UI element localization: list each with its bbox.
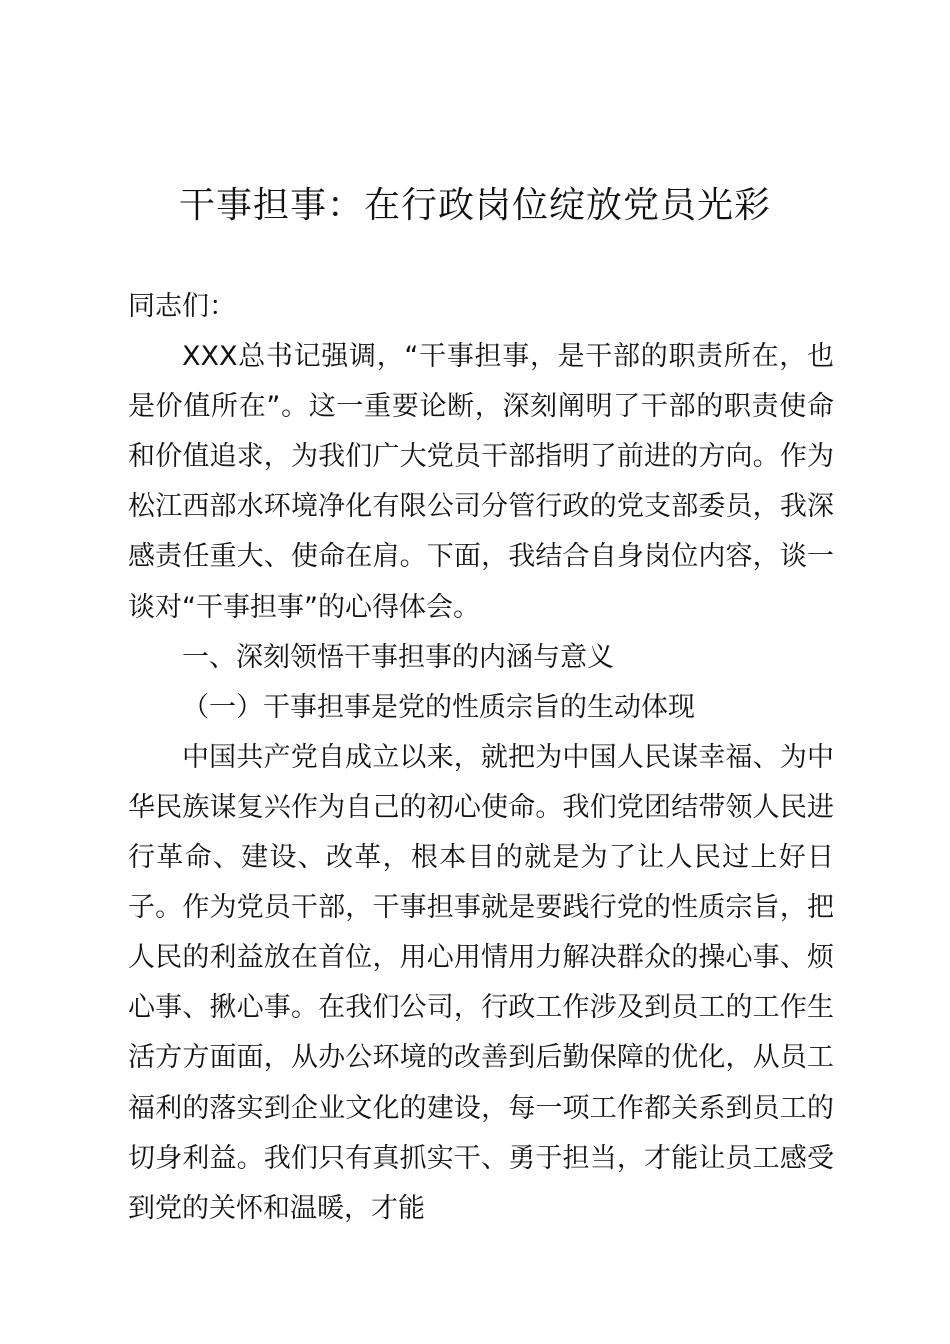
intro-paragraph: XXX总书记强调，“干事担事，是干部的职责所在，也是价值所在”。这一重要论断，深刻阐明了干部的职责使命和价值追求，为我们广大党员干部指明了前进的方向。作为松江西部水环境净化有限公司分管行政的党支部委员，我深感责任重大、使命在肩。下面，我结合自身岗位内容，谈一谈对“干事担事”的心得体会。	[128, 341, 834, 623]
section-heading: 一、深刻领悟干事担事的内涵与意义	[182, 641, 614, 673]
document-body	[128, 282, 834, 1234]
subsection-heading: （一）干事担事是党的性质宗旨的生动体现	[182, 691, 695, 723]
document-title: 干事担事：在行政岗位绽放党员光彩	[178, 185, 771, 226]
salutation: 同志们：	[128, 291, 236, 322]
body-paragraph: 中国共产党自成立以来，就把为中国人民谋幸福、为中华民族谋复兴作为自己的初心使命。我们党团结带领人民进行革命、建设、改革，根本目的就是为了让人民过上好日子。作为党员干部，干事担事就是要践行党的性质宗旨，把人民的利益放在首位，用心用情用力解决群众的操心事、烦心事、揪心事。在我们公司，行政工作涉及到员工的工作生活方方面面，从办公环境的改善到后勤保障的优化，从员工福利的落实到企业文化的建设，每一项工作都关系到员工的切身利益。我们只有真抓实干、勇于担当，才能让员工感受到党的关怀和温暖，才能	[128, 741, 834, 1224]
